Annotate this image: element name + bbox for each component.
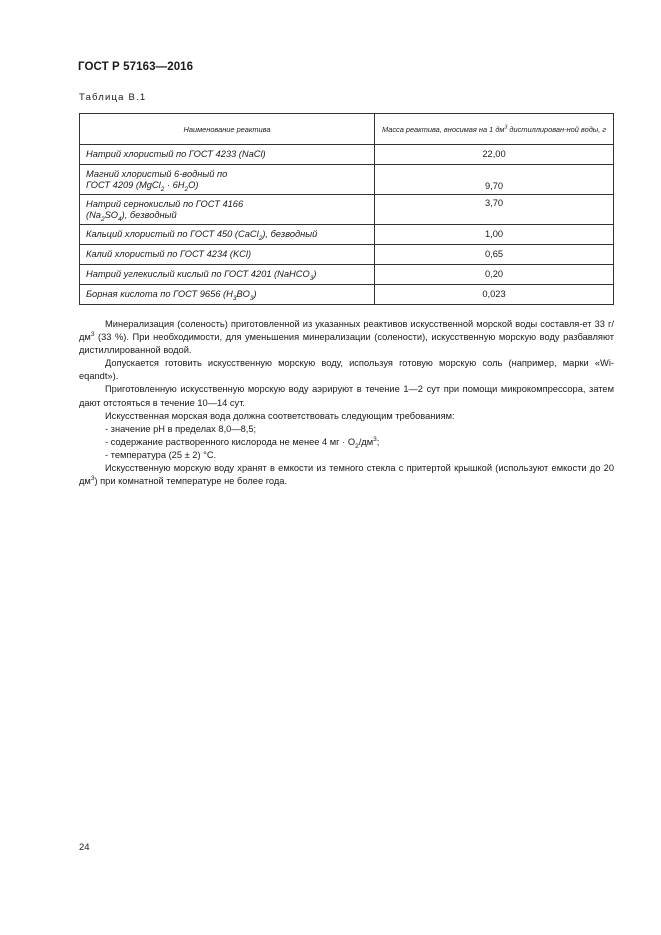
column-header-reagent-name: Наименование реактива	[80, 114, 375, 145]
reagents-table	[79, 113, 614, 305]
reagent-mass-cell: 22,00	[375, 145, 614, 165]
paragraph-requirements: Искусственная морская вода должна соответствовать следующим требованиям:	[105, 410, 455, 421]
reagent-name-cell: Калий хлористый по ГОСТ 4234 (KCl)	[80, 245, 375, 265]
table-row	[80, 225, 614, 245]
reagent-mass-cell: 0,20	[375, 265, 614, 285]
reagent-name-cell: Магний хлористый 6-водный по ГОСТ 4209 (MgCl$_2$ · $6H_2O$)	[80, 165, 375, 195]
table-header-row	[80, 114, 614, 145]
paragraph-storage: Искусственную морскую воду хранят в емкости из темного стекла с притертой крышкой (используют емкости до 20 $дм^3$) при комнатной температуре не более года.	[79, 463, 614, 487]
reagent-mass-cell: 0,023	[375, 285, 614, 305]
table-row	[80, 285, 614, 305]
list-item: - значение pH в пределах 8,0—8,5;	[105, 423, 257, 434]
reagent-mass-cell: 1,00	[375, 225, 614, 245]
list-item: - температура (25 ± 2) °С.	[105, 449, 217, 460]
reagent-mass-cell: 9,70	[375, 165, 614, 195]
table-caption: Таблица В.1	[79, 92, 147, 103]
body-text	[79, 318, 614, 488]
page-number: 24	[79, 842, 90, 853]
list-item: - содержание растворенного кислорода не менее 4 мг · $O_2/дм^3$;	[105, 435, 380, 450]
reagent-name-cell: Борная кислота по ГОСТ 9656 $(H_3BO_3)$	[80, 285, 375, 305]
reagent-mass-cell: 0,65	[375, 245, 614, 265]
table-row	[80, 145, 614, 165]
paragraph-salinity: Минерализация (соленость) приготовленной из указанных реактивов искусственной морской воды составля-ет 33 $г/дм^3$ (33 %). При необходимости, для уменьшения минерализации (солености), искусственную морскую воду разбавляют дистиллированной водой.	[79, 319, 614, 356]
table-row	[80, 165, 614, 195]
reagent-mass-cell: 3,70	[375, 195, 614, 225]
reagent-name-cell: Натрий углекислый кислый по ГОСТ 4201 (NaHCO$_3$)	[80, 265, 375, 285]
reagent-name-cell: Натрий сернокислый по ГОСТ 4166 $(Na_2SO_4)$, безводный	[80, 195, 375, 225]
reagent-name-cell: Натрий хлористый по ГОСТ 4233 (NaCl)	[80, 145, 375, 165]
table-row	[80, 245, 614, 265]
column-header-reagent-mass: Масса реактива, вносимая на 1 $дм^3$ дистиллирован-ной воды, г	[375, 114, 614, 145]
paragraph-sea-salt: Допускается готовить искусственную морскую воду, используя готовую морскую соль (например, марки «Wi-eqandt»).	[79, 358, 614, 382]
document-header: ГОСТ Р 57163—2016	[78, 61, 194, 73]
table-row	[80, 195, 614, 225]
paragraph-aeration: Приготовленную искусственную морскую воду аэрируют в течение 1—2 сут при помощи микрокомпрессора, затем дают отстояться в течение 10—14 сут.	[79, 384, 614, 408]
table-row	[80, 265, 614, 285]
reagent-name-cell: Кальций хлористый по ГОСТ 450 (CaCl$_2$), безводный	[80, 225, 375, 245]
